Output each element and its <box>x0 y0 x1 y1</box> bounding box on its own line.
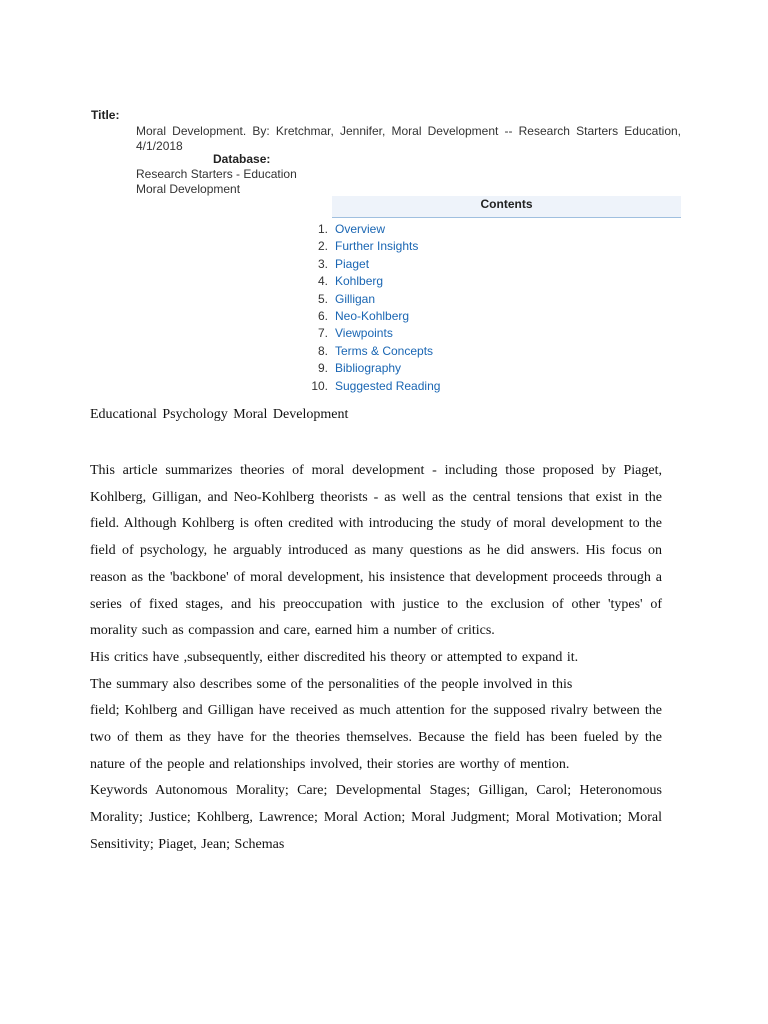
toc-item-neo-kohlberg <box>300 308 440 325</box>
database-value: Research Starters - Education <box>136 167 297 181</box>
abstract-paragraph: The summary also describes some of the personalities of the people involved in this <box>90 676 573 692</box>
toc-item-viewpoints <box>300 325 440 342</box>
toc-link-suggested-reading[interactable]: Suggested Reading <box>335 378 441 393</box>
toc-item-piaget <box>300 256 440 273</box>
table-of-contents <box>300 221 440 395</box>
title-label: Title: <box>91 108 120 122</box>
toc-link-kohlberg[interactable]: Kohlberg <box>335 274 384 289</box>
toc-number: 7. <box>317 326 328 341</box>
abstract-paragraph: His critics have ,subsequently, either discredited his theory or attempted to expand it. <box>90 649 579 665</box>
toc-link-overview[interactable]: Overview <box>335 222 386 236</box>
toc-link-gilligan[interactable]: Gilligan <box>335 291 376 306</box>
toc-item-overview <box>300 221 440 238</box>
citation-text: Moral Development. By: Kretchmar, Jennifer, Moral Development -- Research Starters Education, 4/1/2018 <box>136 124 681 153</box>
keywords-paragraph: Keywords Autonomous Morality; Care; Developmental Stages; Gilligan, Carol; Heteronomous Morality; Justice; Kohlberg, Lawrence; Moral Action; Moral Judgment; Moral Motivation; Moral Sensitivity; Piaget, Jean; Schemas <box>90 783 662 852</box>
subject-line: Moral Development <box>136 182 241 196</box>
toc-number: 3. <box>317 256 328 271</box>
toc-item-bibliography <box>300 360 440 377</box>
toc-link-neo-kohlberg[interactable]: Neo-Kohlberg <box>335 308 410 323</box>
toc-number: 8. <box>317 343 328 358</box>
toc-link-bibliography[interactable]: Bibliography <box>335 361 402 376</box>
toc-number: 4. <box>317 274 328 289</box>
toc-item-further-insights <box>300 238 440 255</box>
section-heading: Educational Psychology Moral Development <box>90 407 349 422</box>
toc-number: 5. <box>317 291 328 306</box>
toc-item-gilligan <box>300 291 440 308</box>
article-body <box>90 458 662 859</box>
toc-link-terms-concepts[interactable]: Terms & Concepts <box>335 343 434 358</box>
toc-number: 9. <box>317 361 328 376</box>
toc-number: 10. <box>311 378 328 393</box>
abstract-paragraph: This article summarizes theories of moral development - including those proposed by Piaget, Kohlberg, Gilligan, and Neo-Kohlberg theorists - as well as the central tensions that exist in the field. Although Kohlberg is often credited with introducing the study of moral development to the field of psychology, he arguably introduced as many questions as he did answers. His focus on reason as the 'backbone' of moral development, his insistence that development proceeds through a series of fixed stages, and his preoccupation with justice to the exclusion of other 'types' of morality such as compassion and care, earned him a number of critics. <box>90 463 662 639</box>
toc-number: 1. <box>317 222 328 236</box>
database-label: Database: <box>213 152 271 166</box>
toc-number: 6. <box>317 308 328 323</box>
toc-item-terms-concepts <box>300 343 440 360</box>
abstract-paragraph: field; Kohlberg and Gilligan have received as much attention for the supposed rivalry between the two of them as they have for the theories themselves. Because the field has been fueled by the nature of the people and relationships involved, their stories are worthy of mention. <box>90 703 662 772</box>
toc-link-viewpoints[interactable]: Viewpoints <box>335 326 393 341</box>
toc-item-kohlberg <box>300 273 440 290</box>
toc-item-suggested-reading <box>300 378 440 395</box>
toc-link-further-insights[interactable]: Further Insights <box>335 239 419 254</box>
contents-header: Contents <box>332 196 681 218</box>
toc-link-piaget[interactable]: Piaget <box>335 256 370 271</box>
toc-number: 2. <box>317 239 328 254</box>
